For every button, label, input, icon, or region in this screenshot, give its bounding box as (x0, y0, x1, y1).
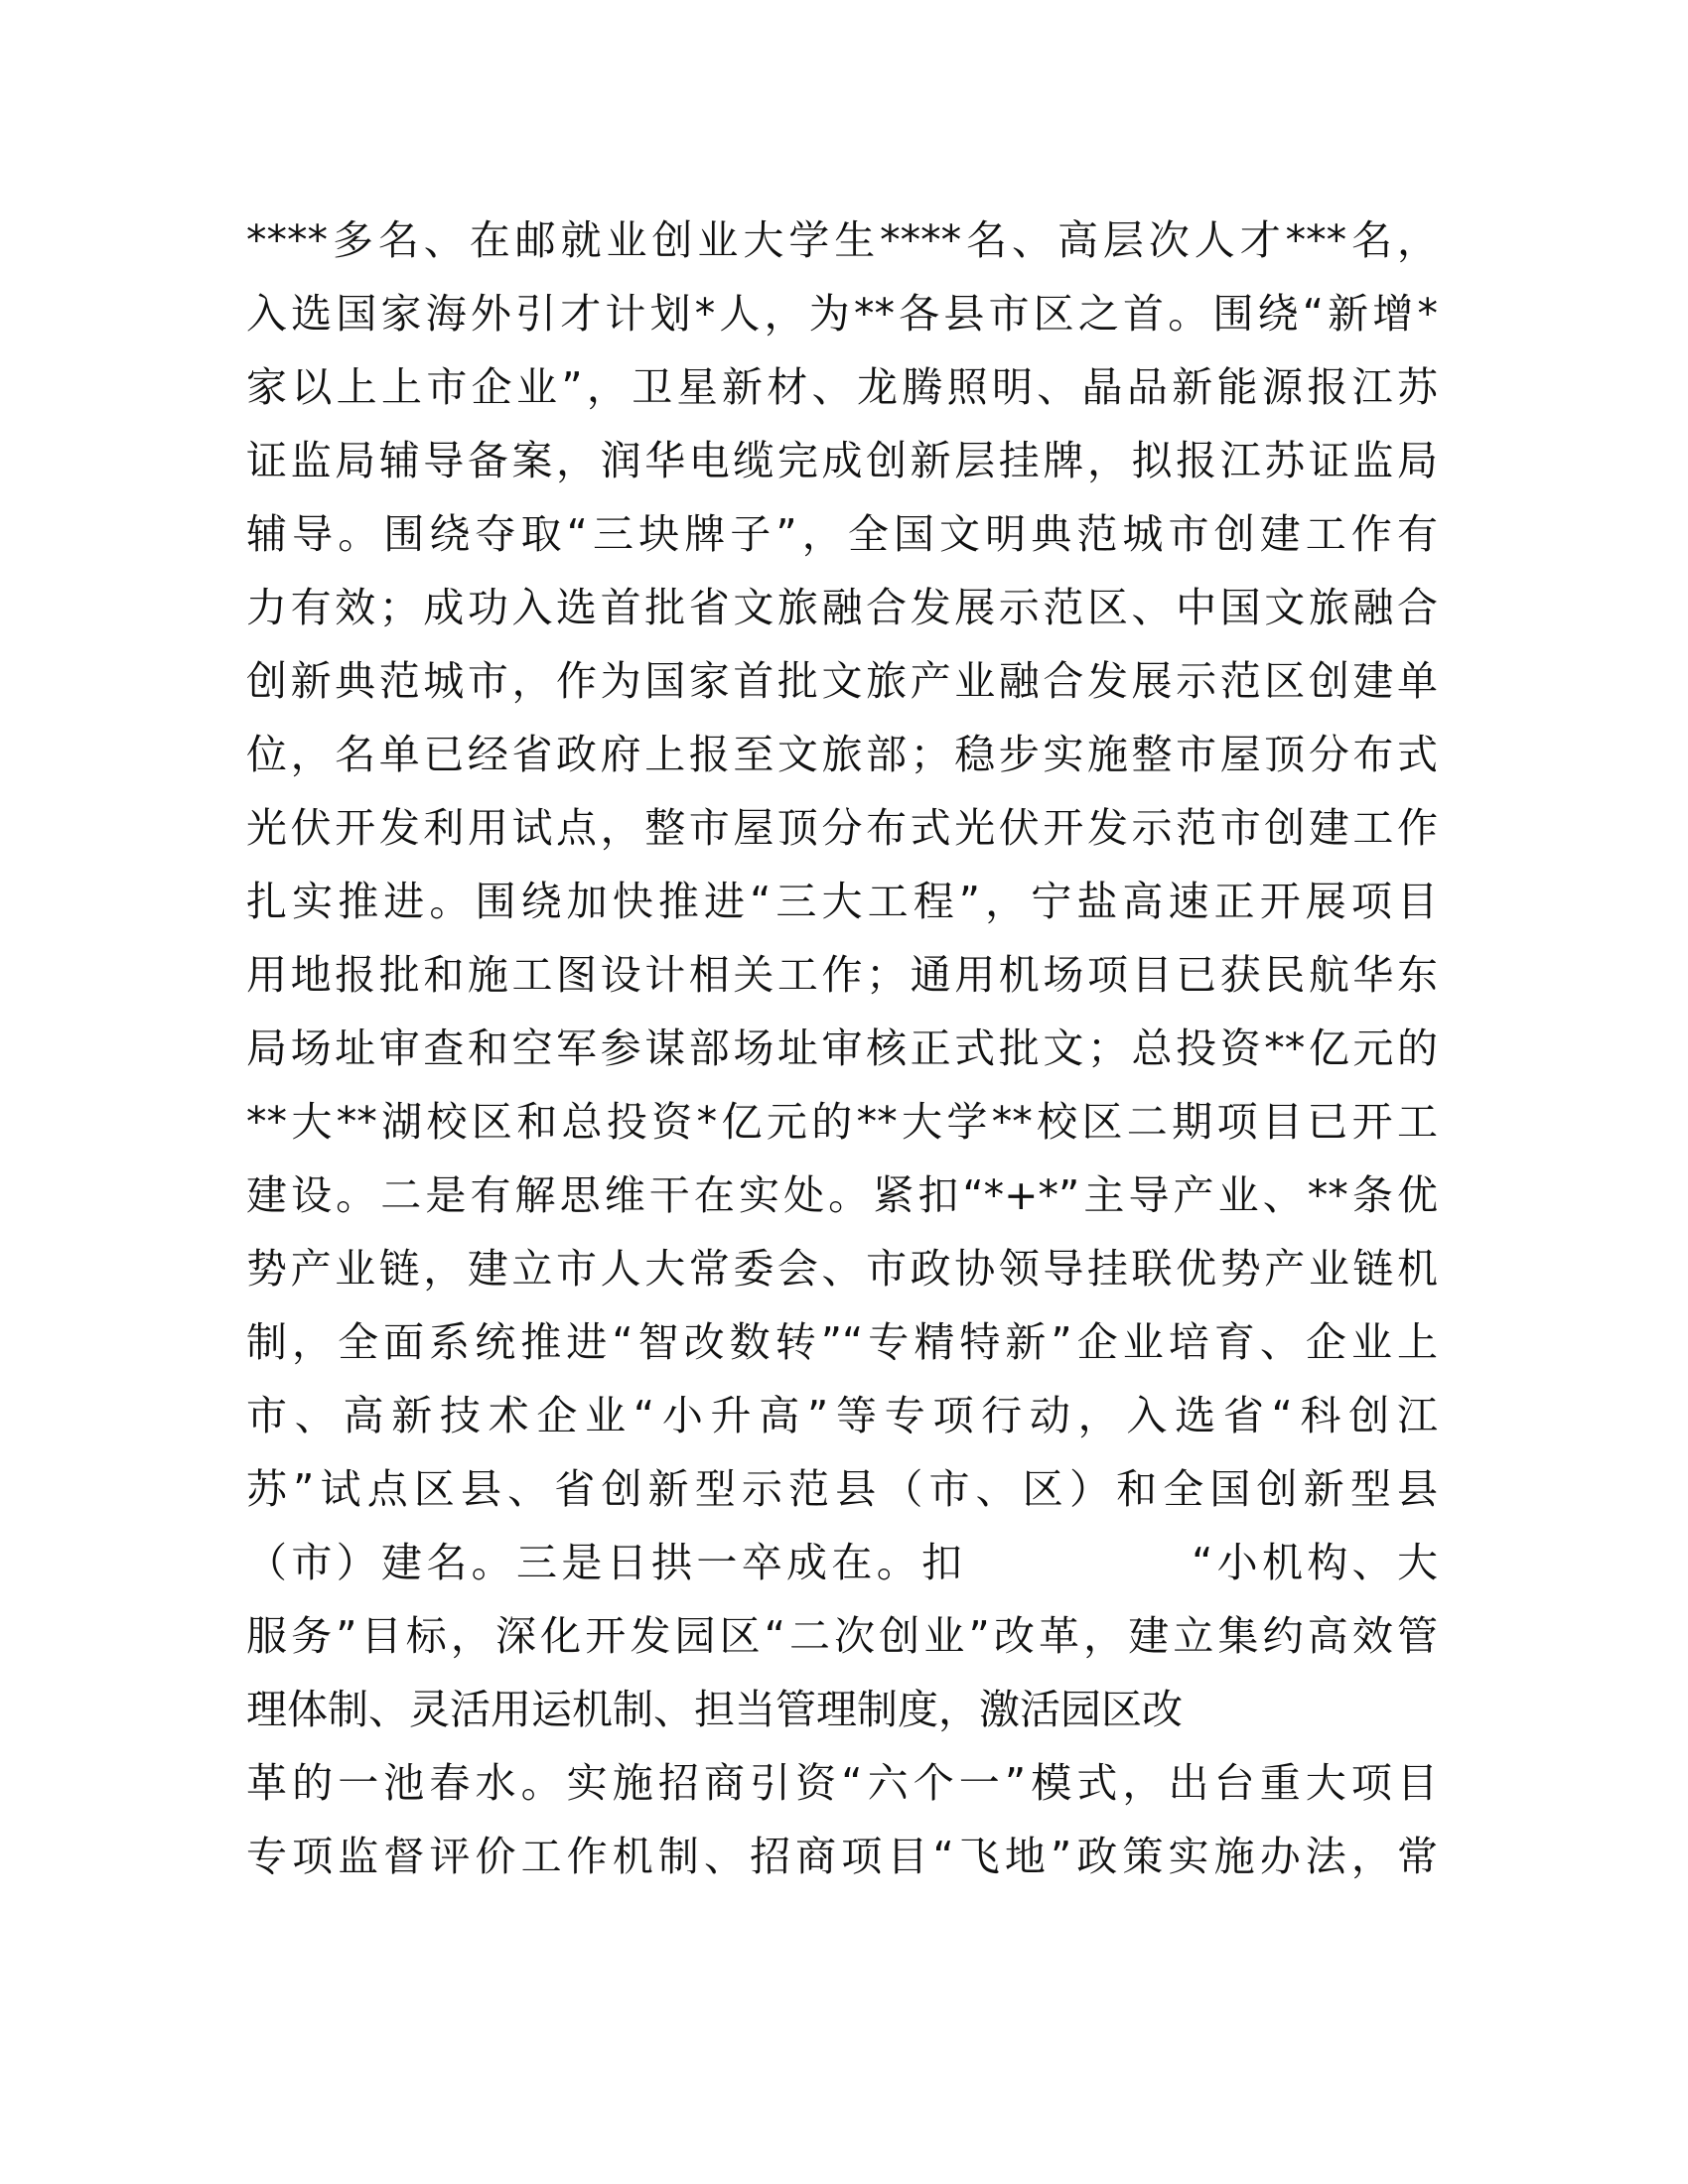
body-paragraph (246, 204, 1438, 1893)
text-line: 位，名单已经省政府上报至文旅部；稳步实施整市屋顶分布式 (246, 731, 1438, 778)
text-line: 光伏开发利用试点，整市屋顶分布式光伏开发示范市创建工作 (246, 804, 1438, 852)
text-line: 势产业链，建立市人大常委会、市政协领导挂联优势产业链机 (246, 1245, 1438, 1293)
text-line: 创新典范城市，作为国家首批文旅产业融合发展示范区创建单 (246, 657, 1438, 705)
text-line: ****多名、在邮就业创业大学生****名、高层次人才***名， (246, 216, 1438, 264)
text-line: 苏”试点区县、省创新型示范县（市、区）和全国创新型县 (246, 1465, 1438, 1513)
text-line: 扎实推进。围绕加快推进“三大工程”，宁盐高速正开展项目 (246, 878, 1438, 925)
text-line: 家以上上市企业”，卫星新材、龙腾照明、晶品新能源报江苏 (246, 363, 1438, 411)
text-line: 辅导。围绕夺取“三块牌子”，全国文明典范城市创建工作有 (246, 510, 1438, 558)
text-line: 入选国家海外引才计划*人，为**各县市区之首。围绕“新增* (246, 290, 1438, 338)
text-line: 市、高新技术企业“小升高”等专项行动，入选省“科创江 (246, 1392, 1438, 1439)
text-line: 用地报批和施工图设计相关工作；通用机场项目已获民航华东 (246, 951, 1438, 999)
text-line: 服务”目标，深化开发园区“二次创业”改革，建立集约高效管 (246, 1612, 1438, 1660)
text-line: 证监局辅导备案，润华电缆完成创新层挂牌，拟报江苏证监局 (246, 437, 1438, 484)
text-line: 理体制、灵活用运机制、担当管理制度，激活园区改 (246, 1686, 1183, 1733)
text-line: 力有效；成功入选首批省文旅融合发展示范区、中国文旅融合 (246, 584, 1438, 631)
text-line: 革的一池春水。实施招商引资“六个一”模式，出台重大项目 (246, 1759, 1438, 1807)
text-line: 局场址审查和空军参谋部场址审核正式批文；总投资**亿元的 (246, 1024, 1438, 1072)
text-line: **大**湖校区和总投资*亿元的**大学**校区二期项目已开工 (246, 1098, 1438, 1146)
text-line: 建设。二是有解思维干在实处。紧扣“*+*”主导产业、**条优 (246, 1171, 1438, 1219)
text-line: 专项监督评价工作机制、招商项目“飞地”政策实施办法，常 (246, 1833, 1438, 1880)
text-line: （市）建名。三是日拱一卒成在。扣 “小机构、大 (246, 1539, 1438, 1586)
text-line: 制，全面系统推进“智改数转”“专精特新”企业培育、企业上 (246, 1318, 1438, 1366)
